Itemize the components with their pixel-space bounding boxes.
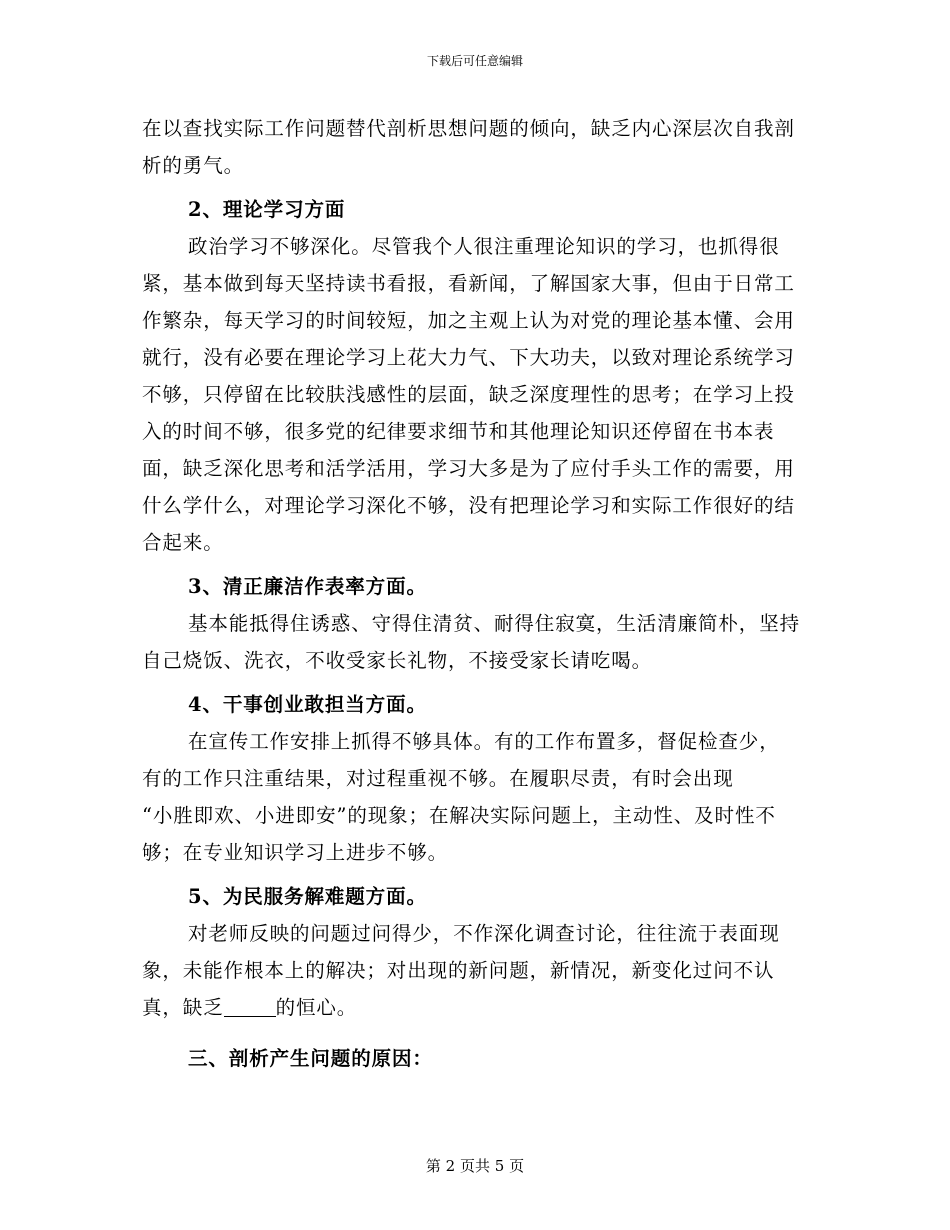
fill-in-blank bbox=[224, 996, 276, 1017]
section-3-heading: 3、清正廉洁作表率方面。 bbox=[188, 575, 427, 598]
page-header: 下载后可任意编辑 bbox=[426, 54, 523, 68]
section-2-paragraph: 政治学习不够深化。尽管我个人很注重理论知识的学习，也抓得很紧，基本做到每天坚持读书看报，看新闻，了解国家大事，但由于日常工作繁杂，每天学习的时间较短，加之主观上认为对党的理论基本懂、会用就行，没有必要在理论学习上花大力气、下大功夫，以致对理论系统学习不够，只停留在比较肤浅感性的层面，缺乏深度理性的思考；在学习上投入的时间不够，很多党的纪律要求细节和其他理论知识还停留在书本表面，缺乏深化思考和活学活用，学习大多是为了应付手头工作的需要，用什么学什么，对理论学习深化不够，没有把理论学习和实际工作很好的结合起来。 bbox=[142, 235, 795, 554]
section-5-text-before-blank: 对老师反映的问题过问得少，不作深化调查讨论，往往流于表面现象，未能作根本上的解决；对出现的新问题，新情况，新变化过问不认真，缺乏 bbox=[142, 922, 780, 1019]
page-footer: 第 2 页共 5 页 bbox=[425, 1157, 525, 1175]
section-4-line-2: 有的工作只注重结果，对过程重视不够。在履职尽责，有时会出现 bbox=[142, 767, 734, 790]
document-body bbox=[142, 110, 812, 1077]
section-3-paragraph: 基本能抵得住诱惑、守得住清贫、耐得住寂寞，生活清廉简朴，坚持自己烧饭、洗衣，不收受家长礼物，不接受家长请吃喝。 bbox=[142, 612, 801, 672]
part-3-heading: 三、剖析产生问题的原因： bbox=[188, 1047, 433, 1070]
section-4-rest: “小胜即欢、小进即安”的现象；在解决实际问题上，主动性、及时性不够；在专业知识学习上进步不够。 bbox=[142, 804, 776, 864]
intro-paragraph: 在以查找实际工作问题替代剖析思想问题的倾向，缺乏内心深层次自我剖析的勇气。 bbox=[142, 117, 795, 177]
section-4-paragraph bbox=[142, 723, 812, 871]
section-4-heading: 4、干事创业敢担当方面。 bbox=[188, 693, 427, 716]
section-5-paragraph bbox=[142, 915, 812, 1026]
section-5-text-after-blank: 的恒心。 bbox=[275, 996, 358, 1019]
section-5-heading: 5、为民服务解难题方面。 bbox=[188, 885, 427, 908]
section-2-heading: 2、理论学习方面 bbox=[188, 198, 346, 221]
section-4-line-1: 在宣传工作安排上抓得不够具体。有的工作布置多，督促检查少， bbox=[188, 730, 780, 753]
